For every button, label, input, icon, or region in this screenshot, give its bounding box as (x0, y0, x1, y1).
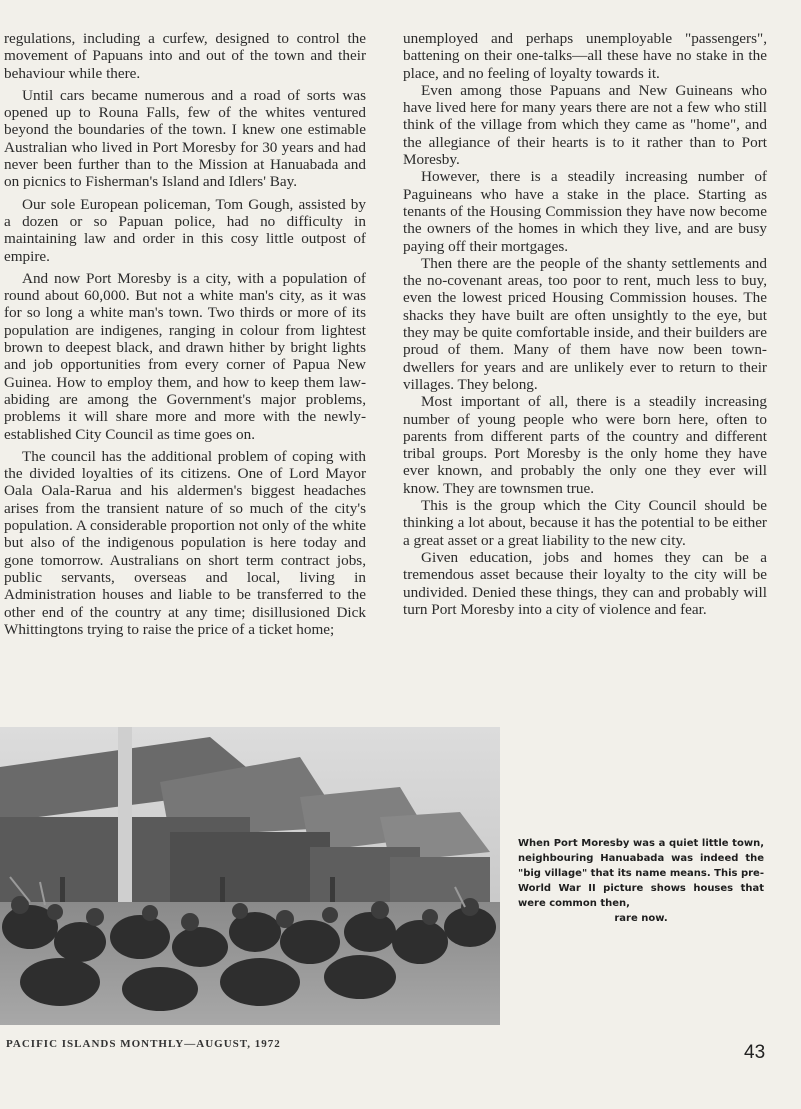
paragraph: Even among those Papuans and New Guineans who have lived here for many years there are not a few who still think of the village from which they came as "home", and the allegiance of their hearts is to it rather than to Port Moresby. (403, 81, 767, 169)
paragraph: Then there are the people of the shanty settlements and the no-covenant areas, too poor to rent, much less to buy, even the lowest priced Housing Commission houses. The shacks they have built are often unsightly to the eye, but they may be quite comfortable inside, and their builders are proud of them. Many of them have now been town-dwellers for years and are unlikely ever to return to their villages. They belong. (403, 254, 767, 393)
page-number: 43 (744, 1042, 766, 1063)
paragraph: Most important of all, there is a steadily increasing number of young people who were born here, often to parents from different parts of the country and different tribal groups. Port Moresby is the only home they have ever known, and probably the only one they ever will know. They are townsmen true. (403, 393, 767, 497)
paragraph: And now Port Moresby is a city, with a population of round about 60,000. But not a white man's city, as it was for so long a white man's town. Two thirds or more of its population are indigenes, ranging in colour from lightest brown to deepest black, and drawn hither by bright lights and job opportunities from every corner of Papua New Guinea. How to employ them, and how to keep them law-abiding are among the Government's major problems, problems it will share more and more with the newly-established City Council as time goes on. (4, 269, 366, 443)
article-column-left (4, 30, 366, 638)
caption-text: When Port Moresby was a quiet little town, neighbouring Hanuabada was indeed the "big village" that its name means. This pre-World War II picture shows houses that were common then, (518, 838, 764, 909)
caption-last-line: rare now. (614, 913, 668, 924)
paragraph: Until cars became numerous and a road of sorts was opened up to Rouna Falls, few of the whites ventured beyond the boundaries of the town. I knew one estimable Australian who lived in Port Moresby for 30 years and had never been further than to the Mission at Hanuabada and on picnics to Fisherman's Island and Idlers' Bay. (4, 86, 366, 191)
article-column-right (403, 30, 767, 618)
paragraph: regulations, including a curfew, designed to control the movement of Papuans into and out of the town and their behaviour while there. (4, 30, 366, 82)
paragraph: However, there is a steadily increasing number of Paguineans who have a stake in the place. Starting as tenants of the Housing Commission they have now become the owners of the homes in which they live, and are busy paying off their mortgages. (403, 168, 767, 255)
photo-caption (518, 836, 764, 926)
village-photo (0, 727, 500, 1025)
paragraph: Given education, jobs and homes they can be a tremendous asset because their loyalty to the city will be undivided. Denied these things, they can and probably will turn Port Moresby into a city of violence and fear. (403, 548, 767, 618)
paragraph: Our sole European policeman, Tom Gough, assisted by a dozen or so Papuan police, had no difficulty in maintaining law and order in this cosy little outpost of empire. (4, 195, 366, 265)
publication-footer: PACIFIC ISLANDS MONTHLY—AUGUST, 1972 (6, 1038, 281, 1050)
paragraph: The council has the additional problem of coping with the divided loyalties of its citizens. One of Lord Mayor Oala Oala-Rarua and his aldermen's biggest headaches arises from the transient nature of so much of the city's population. A considerable proportion not only of the white but also of the indigenous population is here today and gone tomorrow. Australians on short term contract jobs, public servants, overseas and local, living in Administration houses and liable to be transferred to the other end of the country at any time; disillusioned Dick Whittingtons trying to raise the price of a ticket home; (4, 447, 366, 638)
paragraph: unemployed and perhaps unemployable "passengers", battening on their one-talks—all these have no stake in the place, and no feeling of loyalty towards it. (403, 30, 767, 82)
paragraph: This is the group which the City Council should be thinking a lot about, because it has the potential to be either a great asset or a great liability to the new city. (403, 497, 767, 549)
village-photo-drawing (0, 727, 500, 1025)
